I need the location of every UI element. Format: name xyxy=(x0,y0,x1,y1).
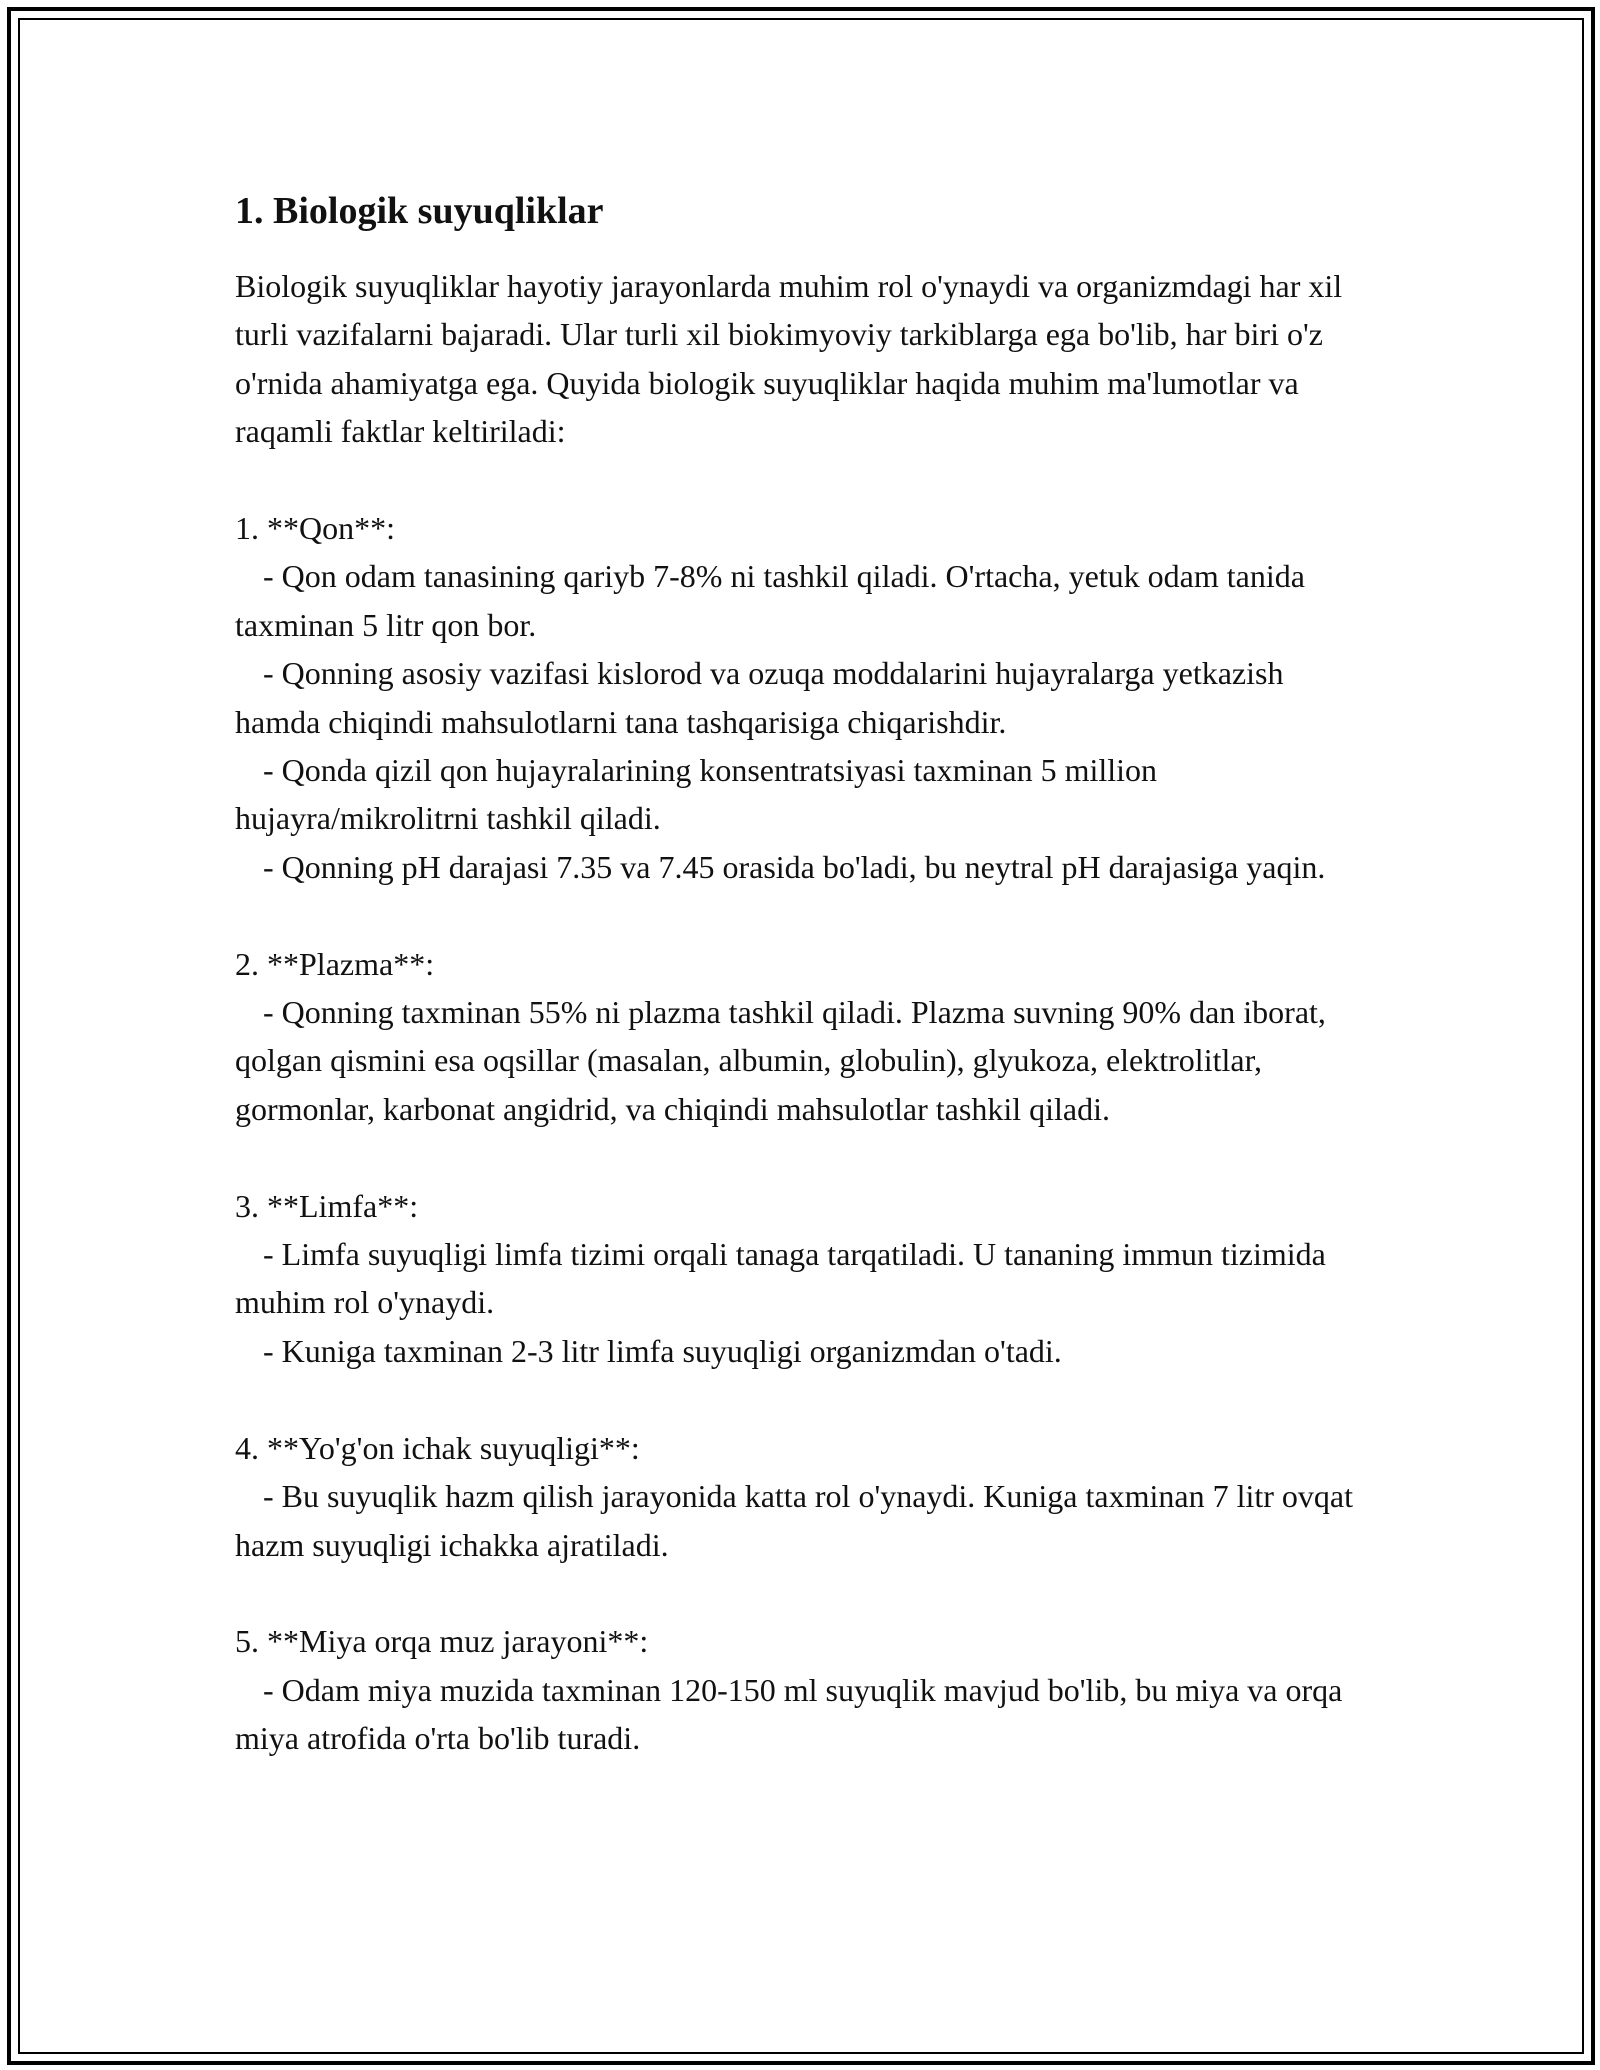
bullet-line: - Qonda qizil qon hujayralarining konsentratsiyasi taxminan 5 million hujayra/mikrolitrni tashkil qiladi. xyxy=(235,752,1158,837)
bullet-text: Limfa suyuqligi limfa tizimi orqali tanaga tarqatiladi. U tananing immun tizimida muhim rol o'ynaydi. xyxy=(235,1236,1326,1321)
bullet-line: - Limfa suyuqligi limfa tizimi orqali tanaga tarqatiladi. U tananing immun tizimida muhim rol o'ynaydi. xyxy=(235,1236,1326,1321)
bullet-text: Odam miya muzida taxminan 120-150 ml suyuqlik mavjud bo'lib, bu miya va orqa miya atrofida o'rta bo'lib turadi. xyxy=(235,1671,1343,1757)
list-item-title: 2. **Plazma**: xyxy=(235,945,435,982)
bullet-line: - Kuniga taxminan 2-3 litr limfa suyuqligi organizmdan o'tadi. xyxy=(263,1332,1062,1369)
bullet-text: Qonning taxminan 55% ni plazma tashkil qiladi. Plazma suvning 90% dan iborat, qolgan qismini esa oqsillar (masalan, albumin, globulin), glyukoza, elektrolitlar, gormonlar, karbonat angidrid, va chiqindi mahsulotlar tashkil qiladi. xyxy=(235,994,1326,1127)
bullet-line: - Qonning taxminan 55% ni plazma tashkil qiladi. Plazma suvning 90% dan iborat, qolgan qismini esa oqsillar (masalan, albumin, globulin), glyukoza, elektrolitlar, gormonlar, karbonat angidrid, va chiqindi mahsulotlar tashkil qiladi. xyxy=(235,994,1326,1127)
bullet-line: - Bu suyuqlik hazm qilish jarayonida katta rol o'ynaydi. Kuniga taxminan 7 litr ovqat hazm suyuqligi ichakka ajratiladi. xyxy=(235,1478,1353,1563)
bullet-line: - Qonning asosiy vazifasi kislorod va ozuqa moddalarini hujayralarga yetkazish hamda chiqindi mahsulotlarni tana tashqarisiga chiqarishdir. xyxy=(235,655,1284,740)
bullet-text: Qonning asosiy vazifasi kislorod va ozuqa moddalarini hujayralarga yetkazish hamda chiqindi mahsulotlarni tana tashqarisiga chiqarishdir. xyxy=(235,655,1284,740)
bullet-line: - Qon odam tanasining qariyb 7-8% ni tashkil qiladi. O'rtacha, yetuk odam tanida taxminan 5 litr qon bor. xyxy=(235,558,1305,643)
bullet-text: Qonning pH darajasi 7.35 va 7.45 orasida bo'ladi, bu neytral pH darajasiga yaqin. xyxy=(281,848,1326,885)
bullet-text: Kuniga taxminan 2-3 litr limfa suyuqligi organizmdan o'tadi. xyxy=(281,1332,1062,1369)
list-item-title: 1. **Qon**: xyxy=(235,510,395,547)
bullet-text: Qonda qizil qon hujayralarining konsentratsiyasi taxminan 5 million hujayra/mikrolitrni tashkil qiladi. xyxy=(235,752,1158,837)
list-item-yogon-ichak xyxy=(235,1424,1375,1569)
list-item-title: 5. **Miya orqa muz jarayoni**: xyxy=(235,1623,649,1660)
list-item-limfa xyxy=(235,1182,1375,1376)
list-item-title: 3. **Limfa**: xyxy=(235,1187,419,1224)
list-item-plazma xyxy=(235,940,1375,1134)
bullet-line: - Odam miya muzida taxminan 120-150 ml suyuqlik mavjud bo'lib, bu miya va orqa miya atrofida o'rta bo'lib turadi. xyxy=(235,1671,1343,1757)
list-item-miya xyxy=(235,1617,1375,1762)
intro-paragraph: Biologik suyuqliklar hayotiy jarayonlarda muhim rol o'ynaydi va organizmdagi har xil turli vazifalarni bajaradi. Ular turli xil biokimyoviy tarkiblarga ega bo'lib, har biri o'z o'rnida ahamiyatga ega. Quyida biologik suyuqliklar haqida muhim ma'lumotlar va raqamli faktlar keltiriladi: xyxy=(235,268,1343,450)
list-item-qon xyxy=(235,504,1375,891)
bullet-line: - Qonning pH darajasi 7.35 va 7.45 orasida bo'ladi, bu neytral pH darajasiga yaqin. xyxy=(263,848,1326,885)
bullet-text: Qon odam tanasining qariyb 7-8% ni tashkil qiladi. O'rtacha, yetuk odam tanida taxminan 5 litr qon bor. xyxy=(235,558,1305,643)
bullet-text: Bu suyuqlik hazm qilish jarayonida katta rol o'ynaydi. Kuniga taxminan 7 litr ovqat hazm suyuqligi ichakka ajratiladi. xyxy=(235,1478,1353,1563)
document-body xyxy=(235,186,1375,1763)
list-item-title: 4. **Yo'g'on ichak suyuqligi**: xyxy=(235,1429,640,1466)
section-heading: 1. Biologik suyuqliklar xyxy=(235,190,604,232)
